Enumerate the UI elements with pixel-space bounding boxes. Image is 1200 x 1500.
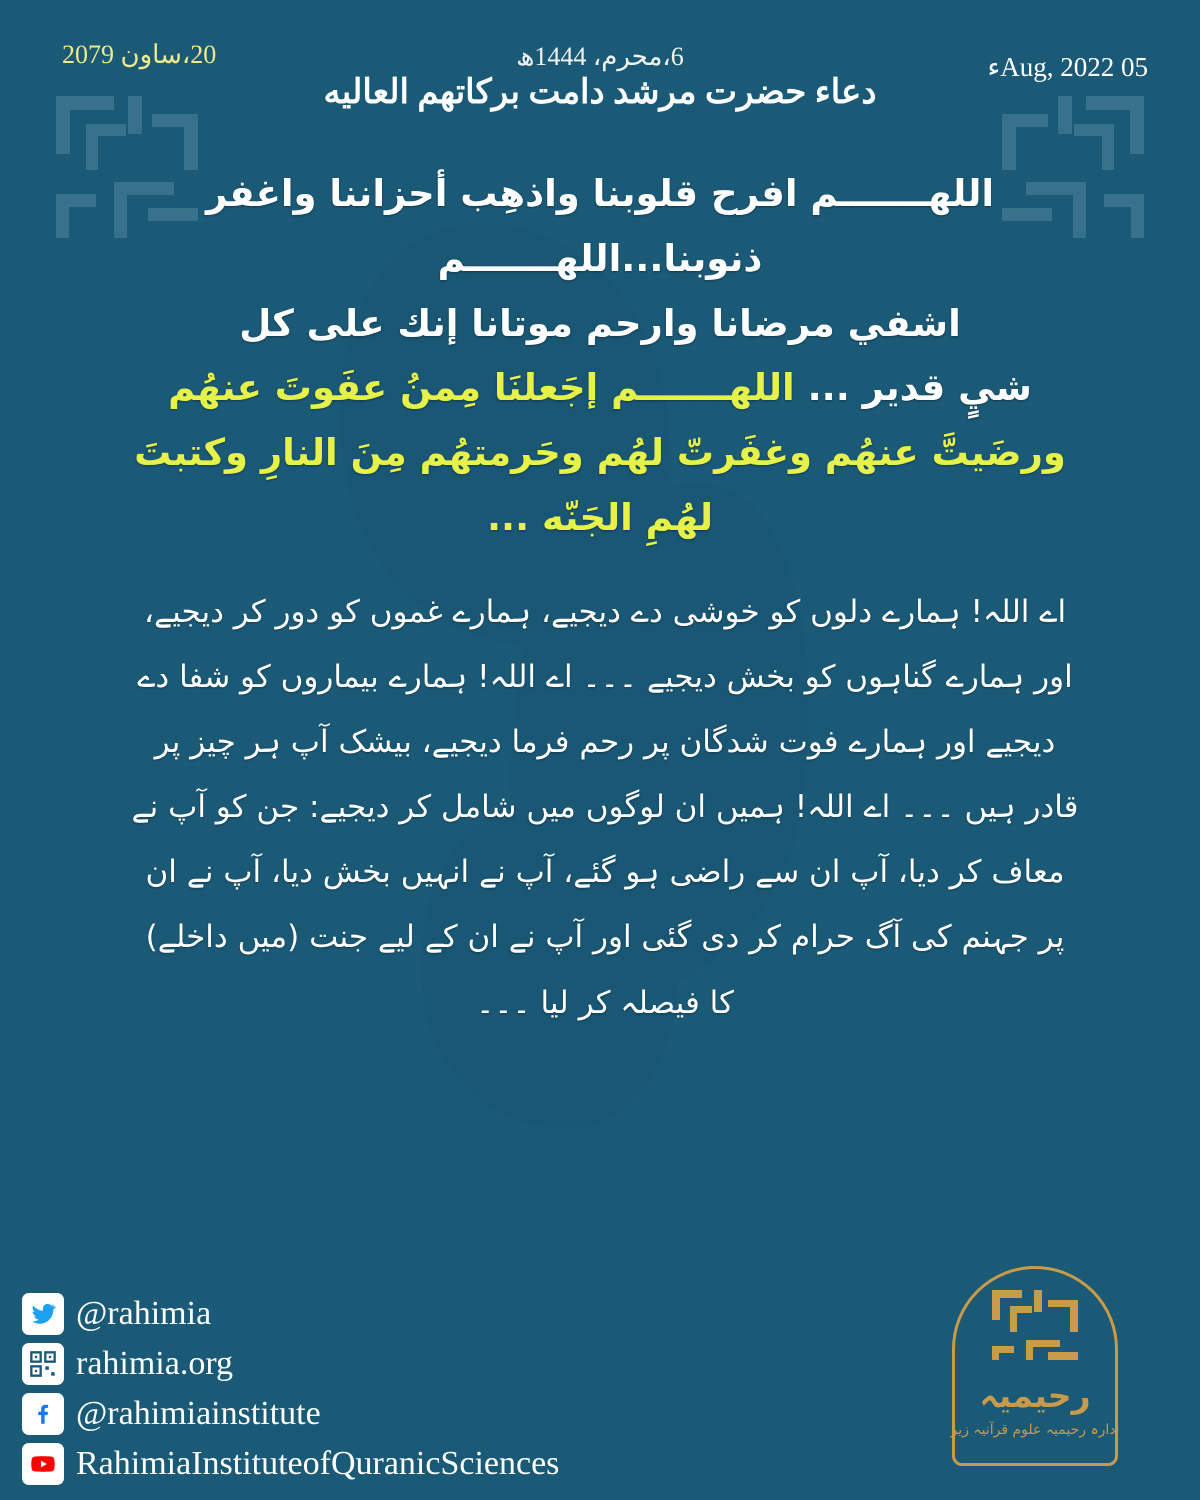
social-handle-youtube: RahimiaInstituteofQuranicSciences — [76, 1445, 560, 1482]
hijri-date: 6،محرم، 1444ھ — [516, 42, 684, 71]
social-handle-twitter: @rahimia — [76, 1295, 212, 1332]
logo-kufic-icon — [992, 1290, 1078, 1360]
social-handle-website: rahimia.org — [76, 1345, 234, 1382]
social-item-website[interactable] — [22, 1340, 722, 1388]
arabic-line-1: اللهـــــــم افرح قلوبنا واذهِب أحزاننا واغفر ذنوبنا...اللهـــــــم — [205, 172, 995, 280]
social-item-twitter[interactable] — [22, 1290, 722, 1338]
page-title: دعاء حضرت مرشد دامت بركاتهم العاليه — [323, 74, 877, 111]
desi-date: 20،ساون 2079 — [62, 40, 217, 69]
arabic-line-5: لهُمِ الجَنّه ... — [486, 495, 714, 539]
arabic-line-3-highlight: اللهـــــــم إجَعلنَا مِمنُ عفَوتَ عنهُم — [168, 366, 795, 410]
arabic-line-4: ورضَيتَّ عنهُم وغفَرتّ لهُم وحَرمتهُم مِنَ النارِ وكتبتَ — [134, 431, 1066, 474]
qr-icon — [22, 1343, 64, 1385]
gregorian-date: 05 Aug, 2022ء — [987, 52, 1148, 82]
rahimia-logo — [940, 1266, 1130, 1486]
twitter-icon — [22, 1293, 64, 1335]
urdu-translation: اے اللہ! ہمارے دلوں کو خوشی دے دیجیے، ہمارے غموں کو دور کر دیجیے، اور ہمارے گناہوں کو بخش دیجیے ۔۔۔ اے اللہ! ہمارے بیماروں کو شفا دے دیجیے اور ہمارے فوت شدگان پر رحم فرما دیجیے، بیشک آپ ہر چیز پر قادر ہیں ۔۔۔ اے اللہ! ہمیں ان لوگوں میں شامل کر دیجیے: جن کو آپ نے معاف کر دیا، آپ ان سے راضی ہو گئے، آپ نے انہیں بخش دیا، آپ نے ان پر جہنم کی آگ حرام کر دی گئی اور آپ نے ان کے لیے جنت (میں داخلے) کا فیصلہ کر لیا ۔۔۔ — [131, 594, 1079, 1021]
social-links — [22, 1290, 722, 1490]
social-handle-facebook: @rahimiainstitute — [76, 1395, 321, 1432]
arabic-line-3-plain: شيٍ قدير ... — [807, 366, 1032, 410]
arabic-line-3 — [110, 356, 1090, 421]
youtube-icon — [22, 1443, 64, 1485]
arabic-dua-block — [110, 162, 1090, 551]
social-item-facebook[interactable] — [22, 1390, 722, 1438]
logo-wordmark: رحیمیہ — [979, 1376, 1091, 1415]
facebook-icon — [22, 1393, 64, 1435]
arabic-line-2: اشفي مرضانا وارحم موتانا إنك على كل — [239, 301, 961, 345]
logo-subtitle: ادارہ رحیمیہ علوم قرآنیہ زیر — [950, 1422, 1120, 1438]
social-item-youtube[interactable] — [22, 1440, 722, 1488]
